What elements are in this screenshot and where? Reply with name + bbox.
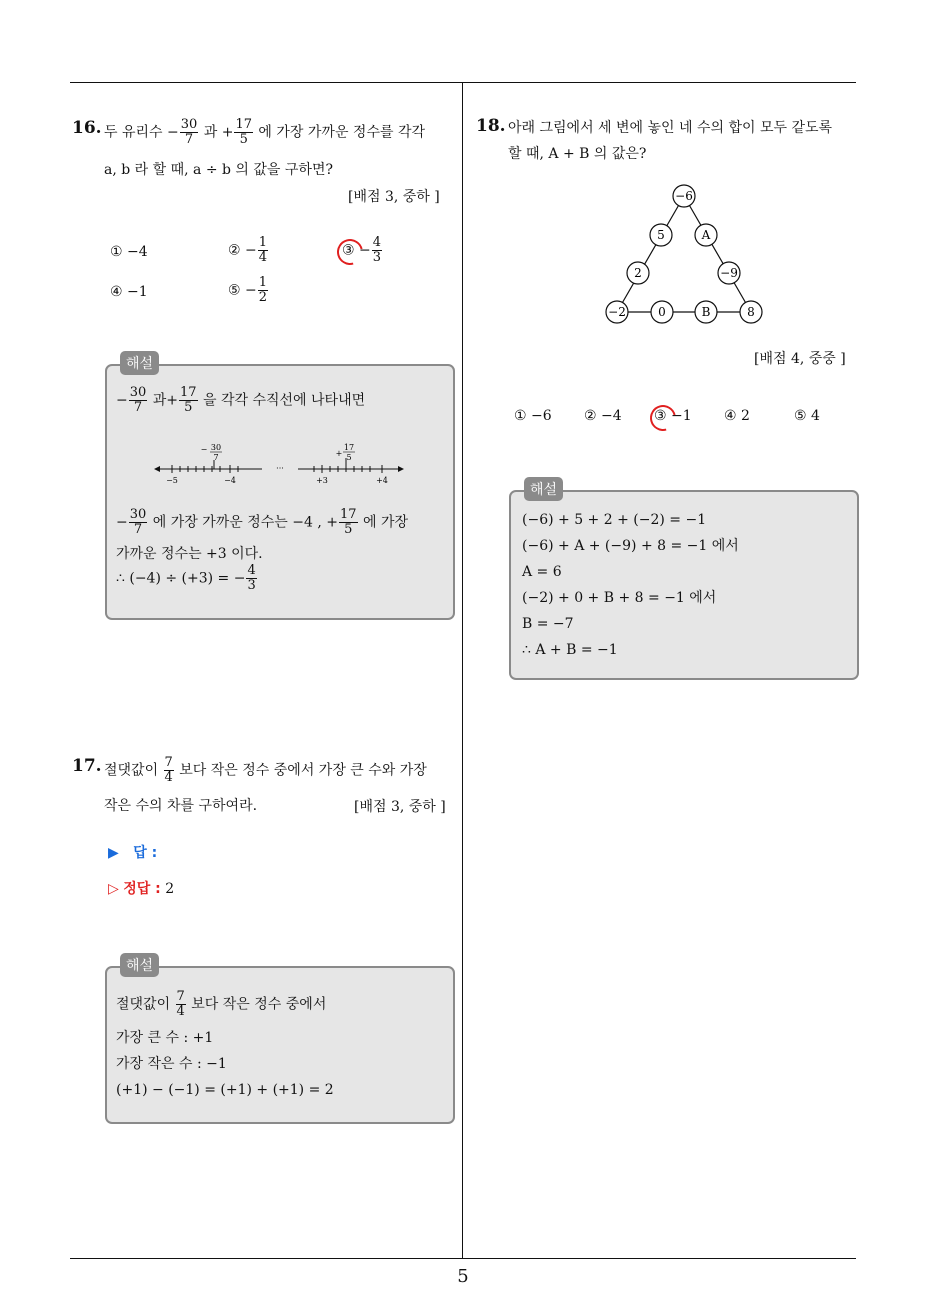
q16-sol-line4 bbox=[116, 564, 258, 593]
choice-text: ② − bbox=[228, 242, 257, 259]
q18-sol-line5: B = −7 bbox=[522, 616, 574, 632]
frac-num: 17 bbox=[180, 385, 197, 400]
choice-text: ③ − bbox=[342, 242, 371, 259]
frac-den: 4 bbox=[176, 1004, 185, 1019]
nl-left-sign: − bbox=[200, 445, 208, 454]
nl-tick-p3: +3 bbox=[316, 476, 328, 485]
q16-choice-4[interactable]: ④ −1 bbox=[110, 284, 148, 300]
nl-right-num: 17 bbox=[343, 443, 355, 452]
nl-tick-p4: +4 bbox=[376, 476, 388, 485]
node-label: B bbox=[701, 305, 711, 319]
node-label: −2 bbox=[608, 305, 626, 319]
q16-text: 두 유리수 − bbox=[104, 124, 179, 141]
q16-sol-line1 bbox=[116, 386, 365, 415]
q16-score: [배점 3, 중하 ] bbox=[348, 189, 440, 205]
q16-sol-line3: 가까운 정수는 +3 이다. bbox=[116, 546, 263, 562]
sol-fraction bbox=[176, 990, 186, 1019]
nl-tick-m4: −4 bbox=[224, 476, 236, 485]
sol-fraction bbox=[179, 386, 198, 415]
q16-line2: a, b 라 할 때, a ÷ b 의 값을 구하면? bbox=[104, 162, 333, 178]
q17-line1 bbox=[104, 756, 427, 785]
nl-right-den: 5 bbox=[346, 453, 352, 462]
frac-den: 5 bbox=[344, 522, 353, 537]
q16-choice-5[interactable] bbox=[228, 276, 269, 305]
q18-line1: 아래 그림에서 세 변에 놓인 네 수의 합이 모두 같도록 bbox=[508, 120, 833, 136]
q16-f2-den: 5 bbox=[239, 132, 248, 147]
q16-line1 bbox=[104, 118, 425, 147]
frac-num: 1 bbox=[258, 275, 268, 290]
q16-sol-line2 bbox=[116, 508, 408, 537]
q18-line2: 할 때, A + B 의 값은? bbox=[508, 146, 647, 162]
q16-number: 16. bbox=[72, 118, 102, 138]
sol-text: 에 가장 가까운 정수는 −4 , + bbox=[148, 514, 338, 531]
q16-choice-1[interactable]: ① −4 bbox=[110, 244, 148, 260]
q17-score: [배점 3, 중하 ] bbox=[354, 799, 446, 815]
q17-solution-tag: 해설 bbox=[120, 953, 159, 977]
choice-fraction bbox=[258, 236, 268, 265]
q16-fraction-1 bbox=[180, 118, 199, 147]
q18-sol-line6: ∴ A + B = −1 bbox=[522, 642, 618, 658]
frac-num: 30 bbox=[129, 385, 147, 400]
q18-solution-tag: 해설 bbox=[524, 477, 563, 501]
q17-text: 보다 작은 정수 중에서 가장 큰 수와 가장 bbox=[174, 762, 427, 779]
nl-dots: ··· bbox=[276, 464, 284, 473]
page-number: 5 bbox=[457, 1266, 469, 1287]
q18-triangle-diagram bbox=[596, 180, 774, 328]
node-label: A bbox=[701, 228, 711, 242]
sol-fraction bbox=[246, 564, 256, 593]
q17-text: 절댓값이 bbox=[104, 762, 163, 779]
sol-text: 을 각각 수직선에 나타내면 bbox=[198, 392, 366, 409]
correct-arrow-icon: ▷ bbox=[108, 881, 119, 897]
choice-fraction bbox=[372, 236, 382, 265]
q17-sol-line3: 가장 작은 수 : −1 bbox=[116, 1056, 227, 1072]
frac-den: 5 bbox=[184, 400, 193, 415]
frac-num: 7 bbox=[164, 755, 173, 770]
q16-number-line bbox=[150, 438, 410, 488]
frac-num: 17 bbox=[339, 507, 357, 522]
node-label: 2 bbox=[634, 266, 642, 280]
frac-den: 2 bbox=[258, 290, 268, 305]
node-label: −9 bbox=[720, 266, 738, 280]
q16-f2-num: 17 bbox=[235, 117, 252, 132]
sol-text: ∴ (−4) ÷ (+3) = − bbox=[116, 570, 246, 587]
q16-solution-tag: 해설 bbox=[120, 351, 159, 375]
triangle-nodes bbox=[606, 185, 762, 323]
q16-f1-den: 7 bbox=[184, 132, 194, 147]
nl-left-num: 30 bbox=[210, 443, 222, 452]
frac-den: 7 bbox=[133, 400, 143, 415]
sol-text: − bbox=[116, 514, 128, 531]
nl-tick-m5: −5 bbox=[166, 476, 178, 485]
frac-num: 30 bbox=[129, 507, 147, 522]
q18-score: [배점 4, 중중 ] bbox=[754, 351, 846, 367]
sol-text: 절댓값이 bbox=[116, 996, 175, 1013]
q16-fraction-2 bbox=[234, 118, 253, 147]
node-label: 5 bbox=[657, 228, 665, 242]
node-label: 8 bbox=[747, 305, 755, 319]
q18-correct-mark bbox=[645, 400, 681, 436]
q18-number: 18. bbox=[476, 116, 506, 136]
sol-text: − bbox=[116, 392, 128, 409]
sol-text: 에 가장 bbox=[358, 514, 408, 531]
q17-sol-line1 bbox=[116, 990, 326, 1019]
q17-number: 17. bbox=[72, 756, 102, 776]
q17-fraction bbox=[164, 756, 174, 785]
frac-den: 4 bbox=[164, 770, 173, 785]
answer-arrow-icon: ▶ bbox=[108, 845, 119, 861]
top-rule bbox=[70, 82, 856, 83]
sol-fraction bbox=[129, 386, 148, 415]
frac-den: 7 bbox=[133, 522, 143, 537]
frac-den: 4 bbox=[258, 250, 268, 265]
choice-text: ⑤ − bbox=[228, 282, 257, 299]
q18-choice-2[interactable]: ② −4 bbox=[584, 408, 622, 424]
sol-text: 보다 작은 정수 중에서 bbox=[186, 996, 327, 1013]
q17-answer-row[interactable] bbox=[108, 842, 157, 862]
q18-sol-line1: (−6) + 5 + 2 + (−2) = −1 bbox=[522, 512, 707, 528]
q18-choice-3[interactable]: ③ −1 bbox=[654, 408, 692, 424]
choice-fraction bbox=[258, 276, 268, 305]
sol-fraction bbox=[339, 508, 358, 537]
q16-text: 과 + bbox=[199, 124, 234, 141]
q17-correct-row bbox=[108, 878, 174, 898]
answer-label: 답 : bbox=[133, 845, 158, 861]
nl-left-den: 7 bbox=[213, 453, 219, 462]
frac-den: 3 bbox=[372, 250, 382, 265]
q17-sol-line2: 가장 큰 수 : +1 bbox=[116, 1030, 214, 1046]
node-label: 0 bbox=[658, 305, 666, 319]
q18-choice-1[interactable]: ① −6 bbox=[514, 408, 552, 424]
q18-choice-5[interactable]: ⑤ 4 bbox=[794, 408, 820, 424]
sol-fraction bbox=[129, 508, 148, 537]
correct-label: 정답 : bbox=[123, 881, 161, 897]
node-label: −6 bbox=[675, 189, 693, 203]
q18-choice-4[interactable]: ④ 2 bbox=[724, 408, 750, 424]
q17-sol-line4: (+1) − (−1) = (+1) + (+1) = 2 bbox=[116, 1082, 334, 1098]
q17-line2: 작은 수의 차를 구하여라. bbox=[104, 798, 258, 814]
frac-num: 1 bbox=[258, 235, 268, 250]
nl-right-sign: + bbox=[335, 449, 343, 458]
q18-sol-line4: (−2) + 0 + B + 8 = −1 에서 bbox=[522, 590, 717, 606]
frac-num: 4 bbox=[247, 563, 256, 578]
frac-num: 7 bbox=[176, 989, 185, 1004]
q16-choice-2[interactable] bbox=[228, 236, 269, 265]
column-divider bbox=[462, 82, 463, 1258]
q16-text: 에 가장 가까운 정수를 각각 bbox=[253, 124, 425, 141]
q18-sol-line2: (−6) + A + (−9) + 8 = −1 에서 bbox=[522, 538, 739, 554]
correct-value: 2 bbox=[165, 881, 175, 897]
frac-den: 3 bbox=[247, 578, 256, 593]
bottom-rule bbox=[70, 1258, 856, 1259]
q18-sol-line3: A = 6 bbox=[522, 564, 562, 580]
frac-num: 4 bbox=[372, 235, 382, 250]
q16-f1-num: 30 bbox=[180, 117, 198, 132]
sol-text: 과+ bbox=[148, 392, 178, 409]
